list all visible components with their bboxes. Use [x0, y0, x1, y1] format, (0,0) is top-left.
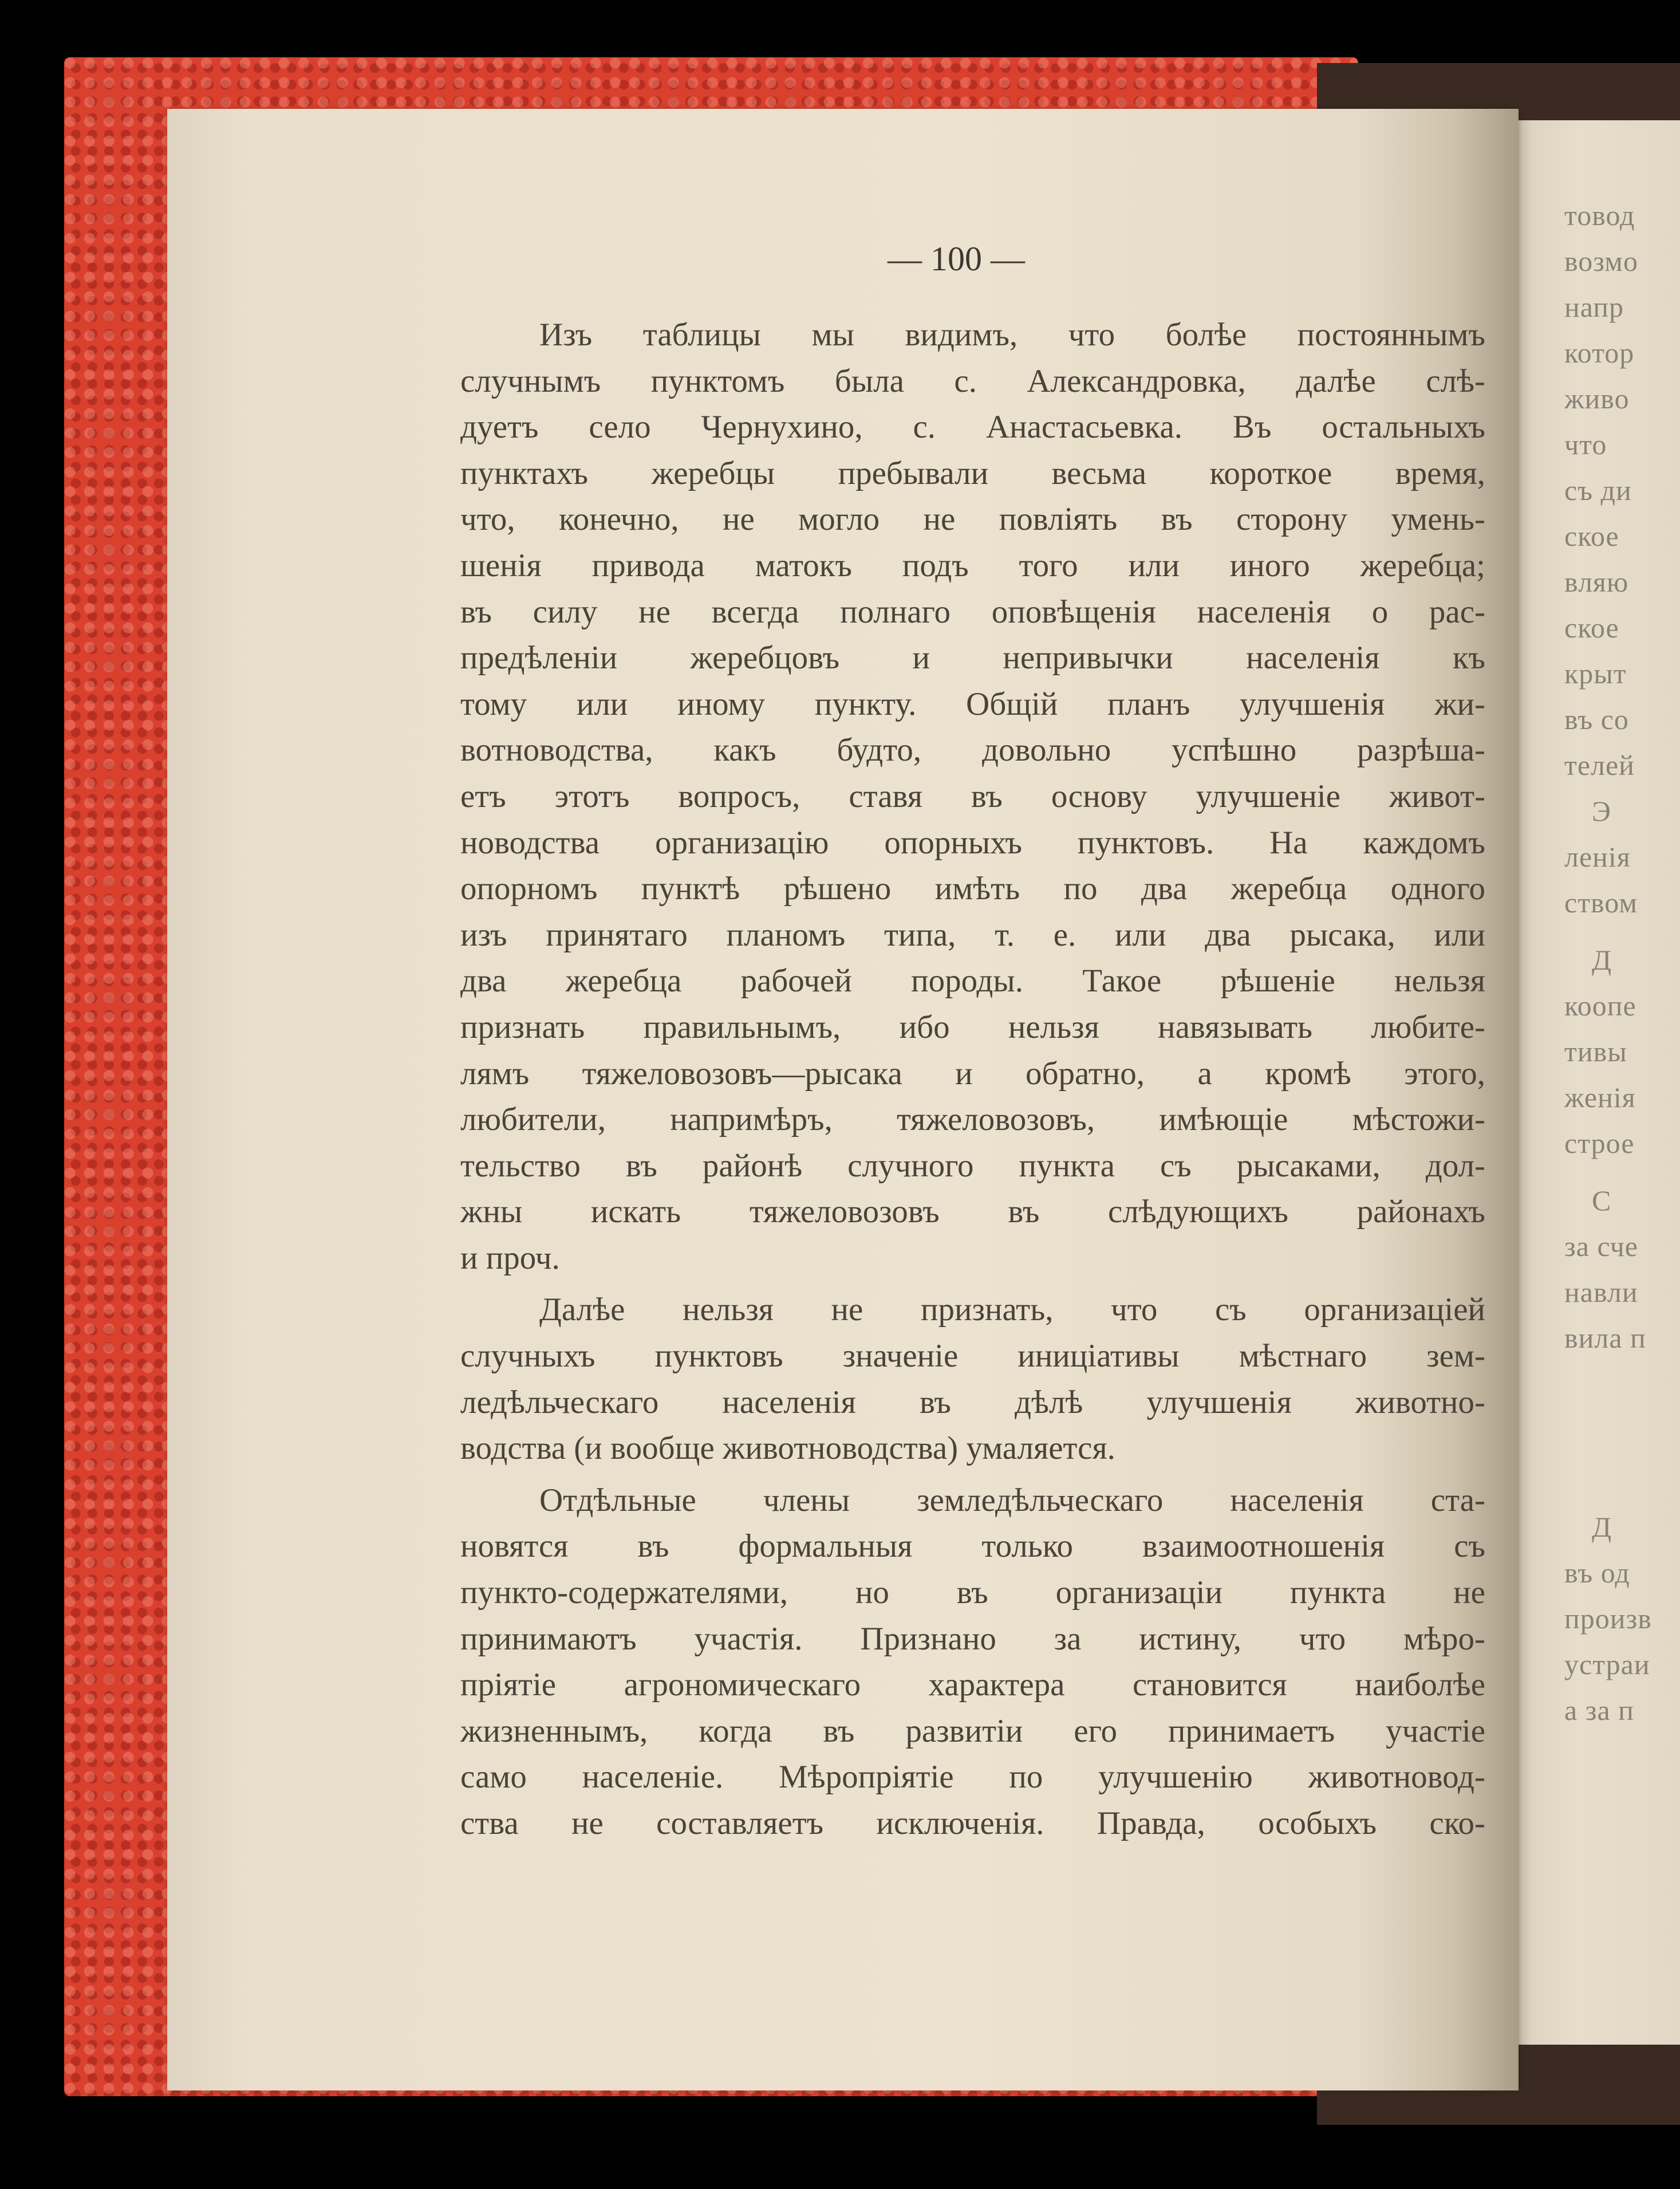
- text-line: лямъ тяжеловозовъ—рысака и обратно, а кромѣ этого,: [460, 1055, 1485, 1092]
- text-line: признать правильнымъ, ибо нельзя навязывать любите-: [460, 1009, 1485, 1045]
- next-page-text-line: съ ди: [1564, 474, 1632, 506]
- next-page-text-line: возмо: [1564, 245, 1638, 277]
- text-line: ледѣльческаго населенія въ дѣлѣ улучшенія животно-: [460, 1384, 1485, 1420]
- next-page-text-line: произв: [1564, 1603, 1652, 1635]
- text-line: новодства организацію опорныхъ пунктовъ. На каждомъ: [460, 824, 1485, 861]
- text-line: дуетъ село Чернухино, с. Анастасьевка. Въ остальныхъ: [460, 409, 1485, 446]
- text-line: два жеребца рабочей породы. Такое рѣшеніе нельзя: [460, 963, 1485, 999]
- text-line: пунктахъ жеребцы пребывали весьма короткое время,: [460, 455, 1485, 491]
- text-line: тельство въ районѣ случного пункта съ рысаками, дол-: [460, 1147, 1485, 1184]
- text-line: жны искать тяжеловозовъ въ слѣдующихъ районахъ: [460, 1194, 1485, 1230]
- next-page-text-line: ское: [1564, 612, 1619, 644]
- next-page-text-line: коопе: [1564, 990, 1636, 1022]
- text-line: въ силу не всегда полнаго оповѣщенія населенія о рас-: [460, 593, 1485, 630]
- text-line: случныхъ пунктовъ значеніе иниціативы мѣстнаго зем-: [460, 1338, 1485, 1375]
- text-line: принимаютъ участія. Признано за истину, что мѣро-: [460, 1620, 1485, 1657]
- next-page-text-line: навли: [1564, 1276, 1638, 1308]
- next-page-text-line: Д: [1592, 944, 1612, 976]
- next-page-text-line: а за п: [1564, 1694, 1634, 1726]
- text-line: любители, напримѣръ, тяжеловозовъ, имѣющіе мѣстожи-: [460, 1101, 1485, 1138]
- text-line: тому или иному пункту. Общій планъ улучшенія жи-: [460, 686, 1485, 722]
- paragraph-gap: [460, 1281, 1485, 1287]
- next-page-text-line: въ со: [1564, 703, 1629, 735]
- text-line: случнымъ пунктомъ была с. Александровка, далѣе слѣ-: [460, 363, 1485, 399]
- next-page-text-line: ленія: [1564, 841, 1631, 873]
- paragraph-gap: [460, 1472, 1485, 1478]
- next-page-text-line: что: [1564, 428, 1607, 460]
- text-line: пункто-содержателями, но въ организаціи пункта не: [460, 1574, 1485, 1611]
- page-number: — 100 —: [888, 240, 1025, 278]
- next-page-text-line: вляю: [1564, 566, 1629, 598]
- next-page-text-line: котор: [1564, 337, 1635, 369]
- next-page-text-line: за сче: [1564, 1230, 1638, 1262]
- text-line: изъ принятаго планомъ типа, т. е. или два рысака, или: [460, 916, 1485, 953]
- next-page-text-line: вила п: [1564, 1322, 1646, 1354]
- next-page-text-line: С: [1592, 1184, 1612, 1216]
- text-line: ства не составляетъ исключенія. Правда, особыхъ ско-: [460, 1805, 1485, 1841]
- next-page-text-line: ством: [1564, 887, 1638, 919]
- text-line: само населеніе. Мѣропріятіе по улучшенію животновод-: [460, 1759, 1485, 1796]
- next-page-text-line: телей: [1564, 749, 1635, 781]
- next-page-text-line: женія: [1564, 1081, 1636, 1113]
- next-page-text-line: крыт: [1564, 658, 1627, 690]
- text-line: пріятіе агрономическаго характера становится наиболѣе: [460, 1667, 1485, 1703]
- page-text-body: [460, 312, 1485, 1847]
- next-page-text-line: живо: [1564, 383, 1630, 415]
- text-line: предѣленіи жеребцовъ и непривычки населенія къ: [460, 640, 1485, 676]
- text-line: Изъ таблицы мы видимъ, что болѣе постояннымъ: [539, 317, 1485, 353]
- text-line: что, конечно, не могло не повліять въ сторону умень-: [460, 501, 1485, 538]
- next-page-text-line: напр: [1564, 291, 1624, 323]
- next-page-text-line: въ од: [1564, 1557, 1630, 1589]
- next-page-text-line: товод: [1564, 199, 1635, 231]
- next-page-text-line: строе: [1564, 1127, 1635, 1159]
- text-line: шенія привода матокъ подъ того или иного жеребца;: [460, 547, 1485, 584]
- text-line: водства (и вообще животноводства) умаляется.: [460, 1430, 1115, 1467]
- text-line: опорномъ пунктѣ рѣшено имѣть по два жеребца одного: [460, 871, 1485, 907]
- next-page-text-line: Э: [1592, 795, 1612, 827]
- next-page-text-line: тивы: [1564, 1036, 1627, 1068]
- text-line: етъ этотъ вопросъ, ставя въ основу улучшеніе живот-: [460, 778, 1485, 814]
- text-line: и проч.: [460, 1239, 560, 1276]
- next-page-fragment: [1512, 120, 1680, 2045]
- text-line: новятся въ формальныя только взаимоотношенія съ: [460, 1528, 1485, 1565]
- next-page-text-line: ское: [1564, 520, 1619, 552]
- text-line: Далѣе нельзя не признать, что съ организаціей: [539, 1292, 1485, 1328]
- next-page-text-line: Д: [1592, 1511, 1612, 1543]
- text-line: жизненнымъ, когда въ развитіи его принимаетъ участіе: [460, 1712, 1485, 1749]
- next-page-text-line: устраи: [1564, 1648, 1650, 1680]
- text-line: вотноводства, какъ будто, довольно успѣшно разрѣша-: [460, 732, 1485, 769]
- text-line: Отдѣльные члены земледѣльческаго населенія ста-: [539, 1482, 1485, 1518]
